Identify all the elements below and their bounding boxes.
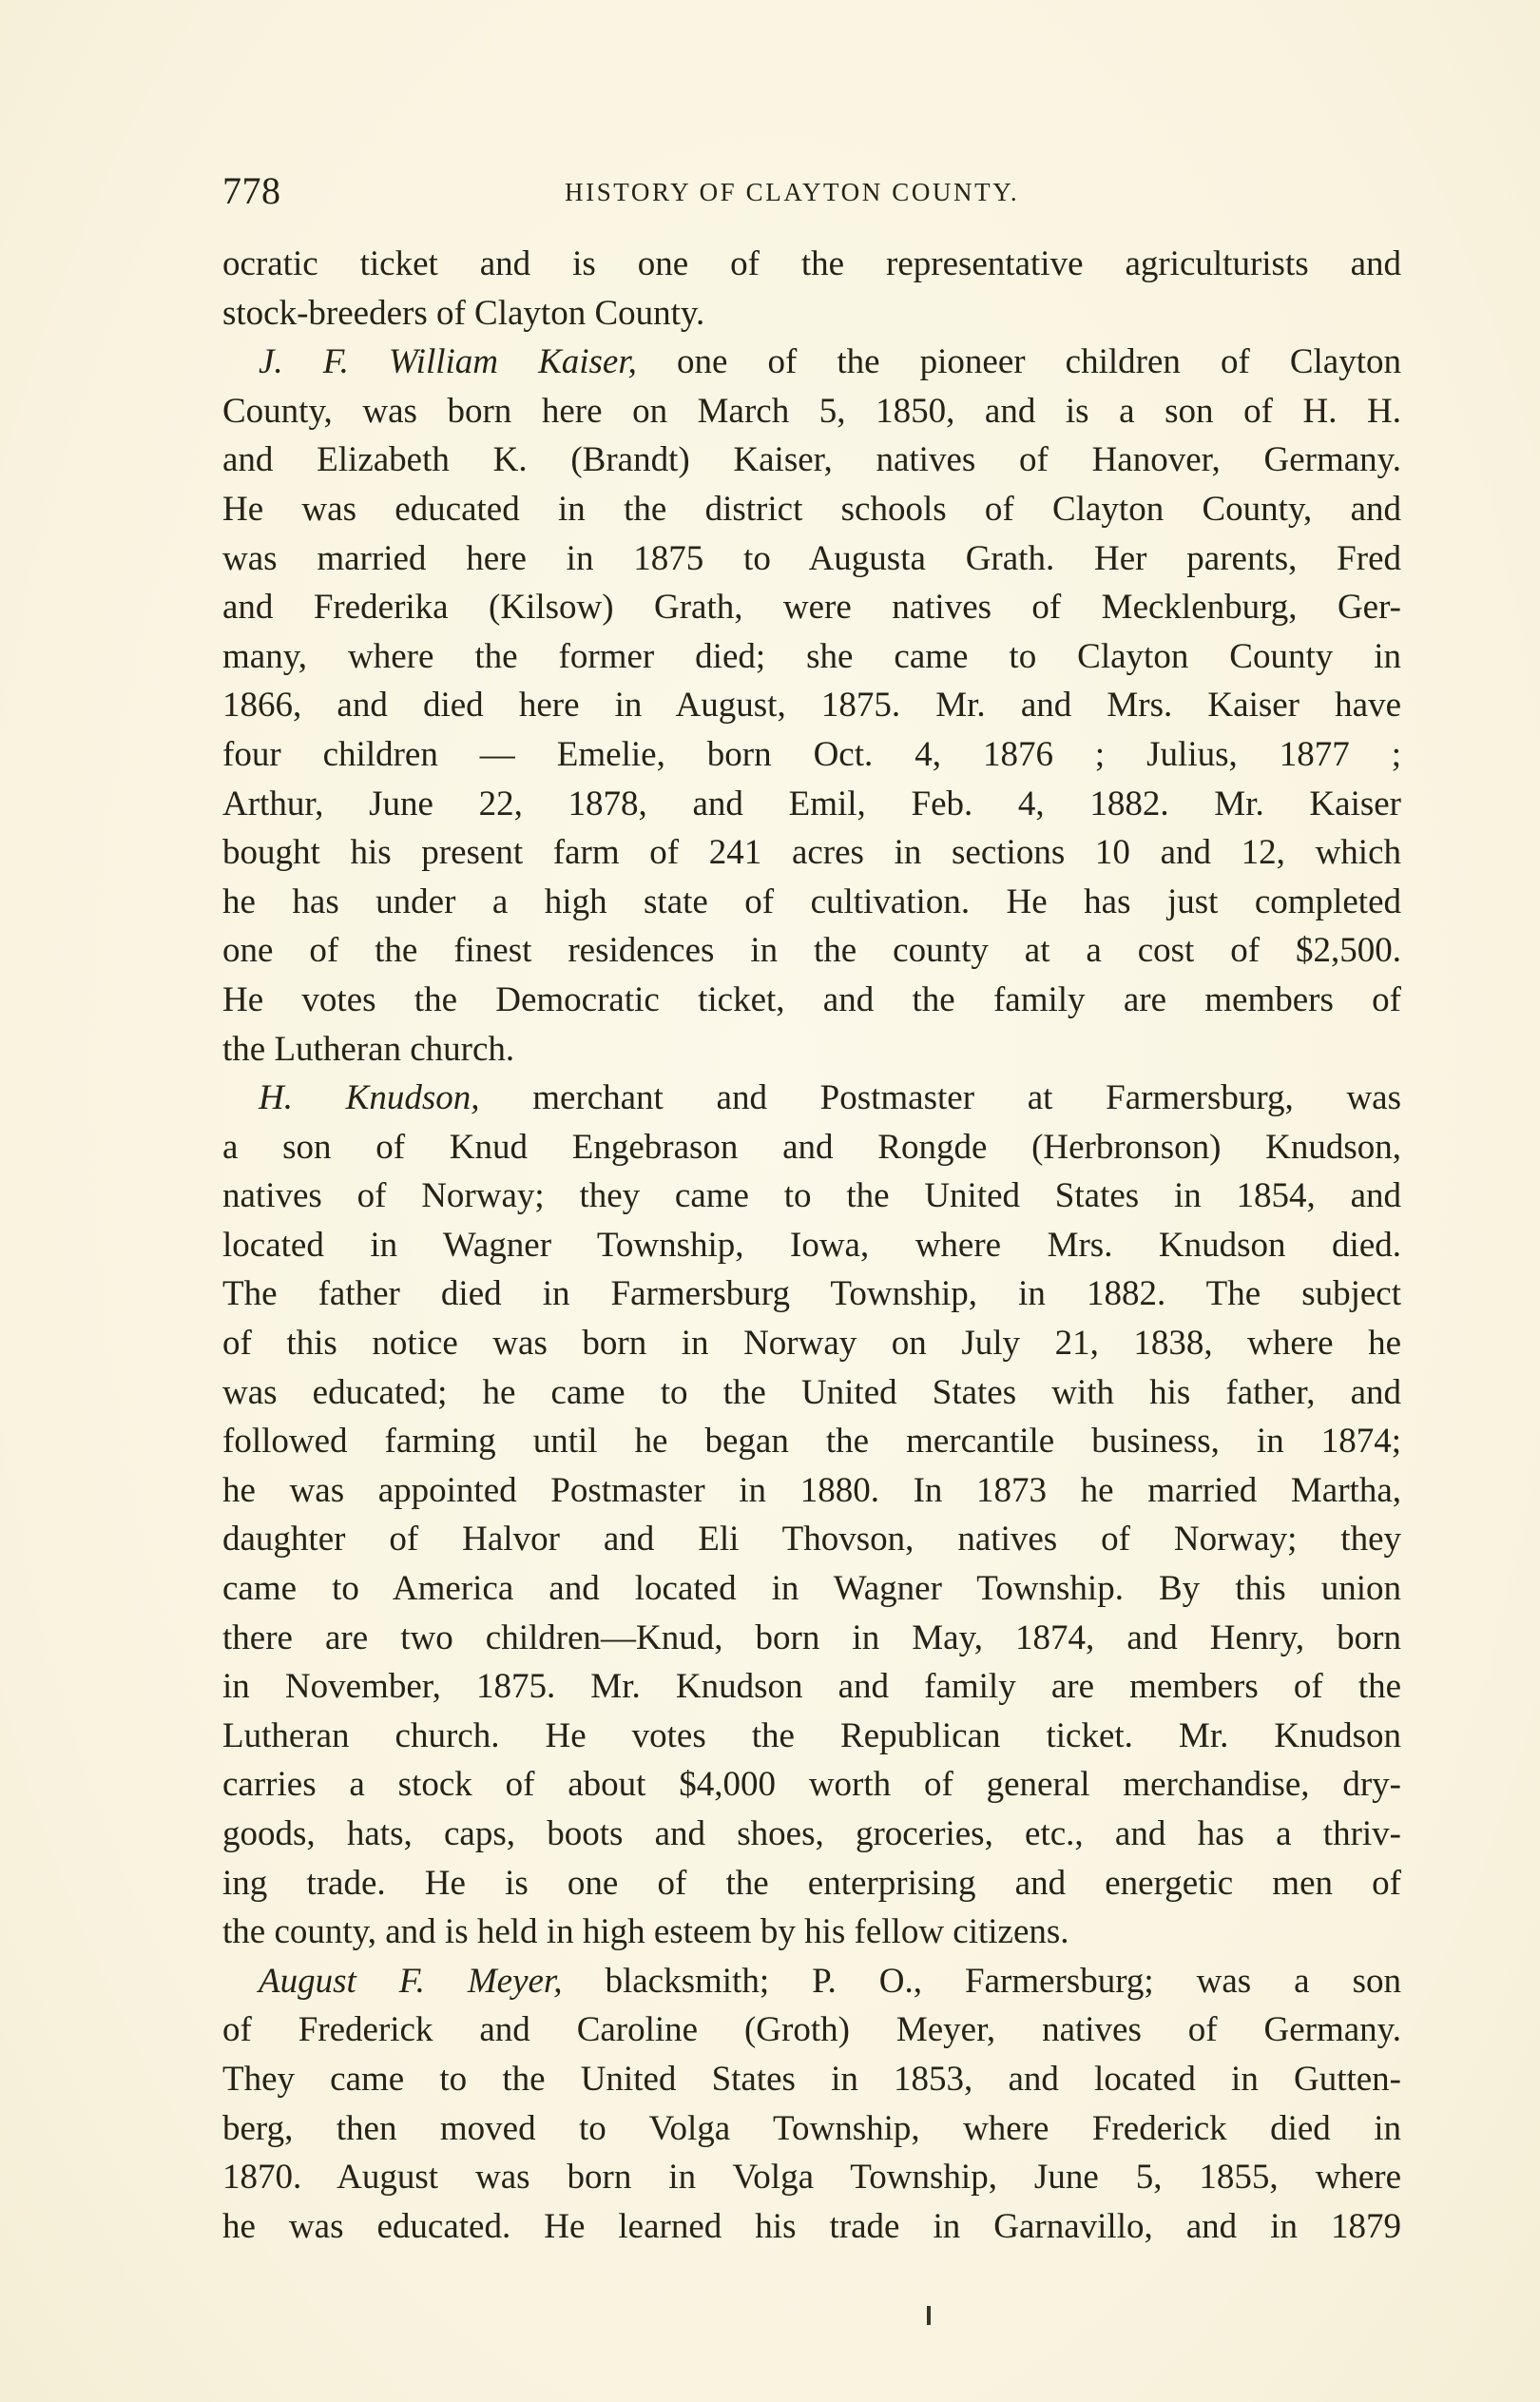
text-line: was married here in 1875 to Augusta Grath. Her parents, Fred [222, 538, 1401, 578]
text-line: bought his present farm of 241 acres in sections 10 and 12, which [222, 833, 1401, 873]
text-span: blacksmith; P. O., Farmersburg; was a son [562, 1961, 1401, 2001]
text-line: daughter of Halvor and Eli Thovson, natives of Norway; they [222, 1520, 1401, 1559]
text-line: came to America and located in Wagner Township. By this union [222, 1569, 1401, 1609]
text-line: of Frederick and Caroline (Groth) Meyer, natives of Germany. [222, 2010, 1401, 2050]
text-line: there are two children—Knud, born in May, 1874, and Henry, born [222, 1617, 1401, 1657]
text-line: ocratic ticket and is one of the representative agriculturists and [222, 244, 1401, 283]
text-line: Lutheran church. He votes the Republican ticket. Mr. Knudson [222, 1715, 1401, 1755]
text-line: and Elizabeth K. (Brandt) Kaiser, natives of Hanover, Germany. [222, 440, 1401, 480]
text-line: located in Wagner Township, Iowa, where Mrs. Knudson died. [222, 1225, 1401, 1265]
text-line: one of the finest residences in the county at a cost of $2,500. [222, 931, 1401, 971]
text-line: the county, and is held in high esteem by his fellow citizens. [222, 1912, 1069, 1952]
body-text [222, 240, 1401, 2251]
signature-mark [927, 2306, 931, 2325]
text-line: Arthur, June 22, 1878, and Emil, Feb. 4, 1882. Mr. Kaiser [222, 784, 1401, 823]
text-line: four children — Emelie, born Oct. 4, 1876 ; Julius, 1877 ; [222, 734, 1401, 774]
text-line: he was appointed Postmaster in 1880. In 1873 he married Martha, [222, 1470, 1401, 1510]
text-line: natives of Norway; they came to the United States in 1854, and [222, 1176, 1401, 1216]
text-span: one of the pioneer children of Clayton [636, 342, 1401, 382]
person-name-knudson: H. Knudson, [259, 1078, 480, 1118]
text-line: goods, hats, caps, boots and shoes, groceries, etc., and has a thriv- [222, 1814, 1401, 1853]
text-line: 1870. August was born in Volga Township, June 5, 1855, where [222, 2158, 1401, 2198]
text-line: the Lutheran church. [222, 1029, 515, 1069]
text-line: he was educated. He learned his trade in Garnavillo, and in 1879 [222, 2206, 1401, 2246]
text-line: stock-breeders of Clayton County. [222, 293, 705, 333]
page-header [222, 167, 1401, 215]
text-line: a son of Knud Engebrason and Rongde (Herbronson) Knudson, [222, 1127, 1401, 1167]
text-line: ing trade. He is one of the enterprising and energetic men of [222, 1863, 1401, 1903]
person-name-kaiser: J. F. William Kaiser, [259, 342, 637, 382]
page-number: 778 [222, 169, 281, 212]
text-line: of this notice was born in Norway on July 21, 1838, where he [222, 1324, 1401, 1364]
text-line: carries a stock of about $4,000 worth of general merchandise, dry- [222, 1765, 1401, 1805]
text-line: many, where the former died; she came to Clayton County in [222, 636, 1401, 676]
text-line: and Frederika (Kilsow) Grath, were natives of Mecklenburg, Ger- [222, 588, 1401, 628]
paragraph-knudson-first-line [222, 1074, 1401, 1123]
text-line: he has under a high state of cultivation. He has just completed [222, 881, 1401, 921]
text-line: in November, 1875. Mr. Knudson and family are members of the [222, 1667, 1401, 1707]
person-name-meyer: August F. Meyer, [259, 1961, 563, 2001]
text-line: He votes the Democratic ticket, and the family are members of [222, 979, 1401, 1019]
text-line: The father died in Farmersburg Township, in 1882. The subject [222, 1274, 1401, 1314]
text-line: He was educated in the district schools of Clayton County, and [222, 489, 1401, 529]
paragraph-meyer-first-line [222, 1957, 1401, 2006]
text-line: County, was born here on March 5, 1850, and is a son of H. H. [222, 391, 1401, 431]
running-title: HISTORY OF CLAYTON COUNTY. [565, 178, 1020, 206]
text-line: was educated; he came to the United States with his father, and [222, 1372, 1401, 1412]
text-line: berg, then moved to Volga Township, where Frederick died in [222, 2108, 1401, 2148]
text-line: 1866, and died here in August, 1875. Mr. and Mrs. Kaiser have [222, 686, 1401, 726]
text-line: They came to the United States in 1853, and located in Gutten- [222, 2059, 1401, 2099]
paragraph-kaiser-first-line [222, 338, 1401, 387]
text-line: followed farming until he began the mercantile business, in 1874; [222, 1422, 1401, 1462]
text-span: merchant and Postmaster at Farmersburg, was [479, 1078, 1401, 1118]
